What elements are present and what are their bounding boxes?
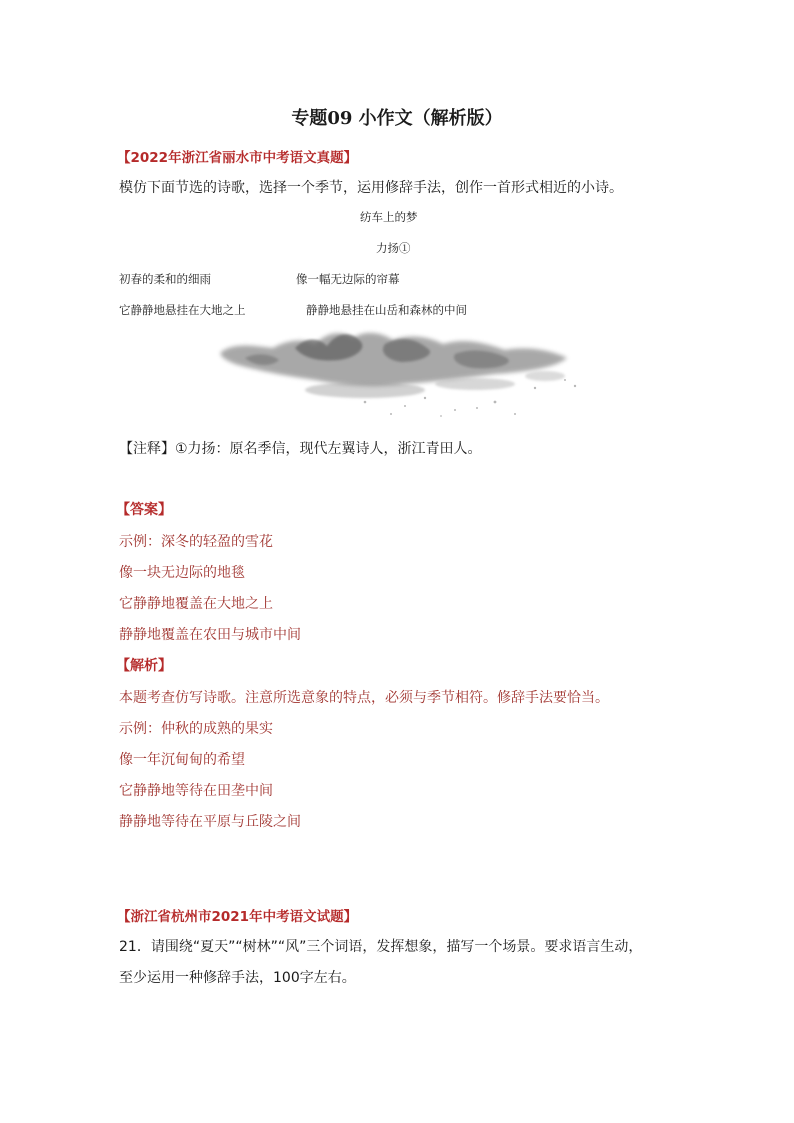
poem-title: 纺车上的梦 <box>360 210 418 224</box>
question-source-2: 【浙江省杭州市2021年中考语文试题】 <box>117 909 358 925</box>
answer-line: 示例：深冬的轻盈的雪花 <box>119 534 273 550</box>
annotation-note: 【注释】①力扬：原名季信，现代左翼诗人，浙江青田人。 <box>119 441 482 457</box>
ink-landscape-illustration <box>215 328 585 420</box>
analysis-line: 静静地等待在平原与丘陵之间 <box>119 814 301 830</box>
question-prompt-2: 21．请围绕“夏天”“树林”“风”三个词语，发挥想象，描写一个场景。要求语言生动， <box>119 939 643 955</box>
analysis-label: 【解析】 <box>116 658 172 674</box>
answer-line: 像一块无边际的地毯 <box>119 565 245 581</box>
answer-line: 静静地覆盖在农田与城市中间 <box>119 627 301 643</box>
poem-line: 初春的柔和的细雨 <box>119 272 211 286</box>
analysis-line: 像一年沉甸甸的希望 <box>119 752 245 768</box>
poem-line: 像一幅无边际的帘幕 <box>296 272 400 286</box>
answer-label: 【答案】 <box>116 502 172 518</box>
question-prompt-1: 模仿下面节选的诗歌，选择一个季节，运用修辞手法，创作一首形式相近的小诗。 <box>119 180 623 196</box>
answer-line: 它静静地覆盖在大地之上 <box>119 596 273 612</box>
poem-line: 它静静地悬挂在大地之上 <box>119 303 246 317</box>
poem-author: 力扬① <box>376 241 411 255</box>
analysis-line: 它静静地等待在田垄中间 <box>119 783 273 799</box>
question-prompt-2-cont: 至少运用一种修辞手法，100字左右。 <box>119 970 356 986</box>
analysis-line: 本题考查仿写诗歌。注意所选意象的特点，必须与季节相符。修辞手法要恰当。 <box>119 690 609 706</box>
page-title: 专题09 小作文（解析版） <box>291 108 503 129</box>
analysis-line: 示例：仲秋的成熟的果实 <box>119 721 273 737</box>
question-source-1: 【2022年浙江省丽水市中考语文真题】 <box>117 150 358 166</box>
poem-line: 静静地悬挂在山岳和森林的中间 <box>306 303 467 317</box>
